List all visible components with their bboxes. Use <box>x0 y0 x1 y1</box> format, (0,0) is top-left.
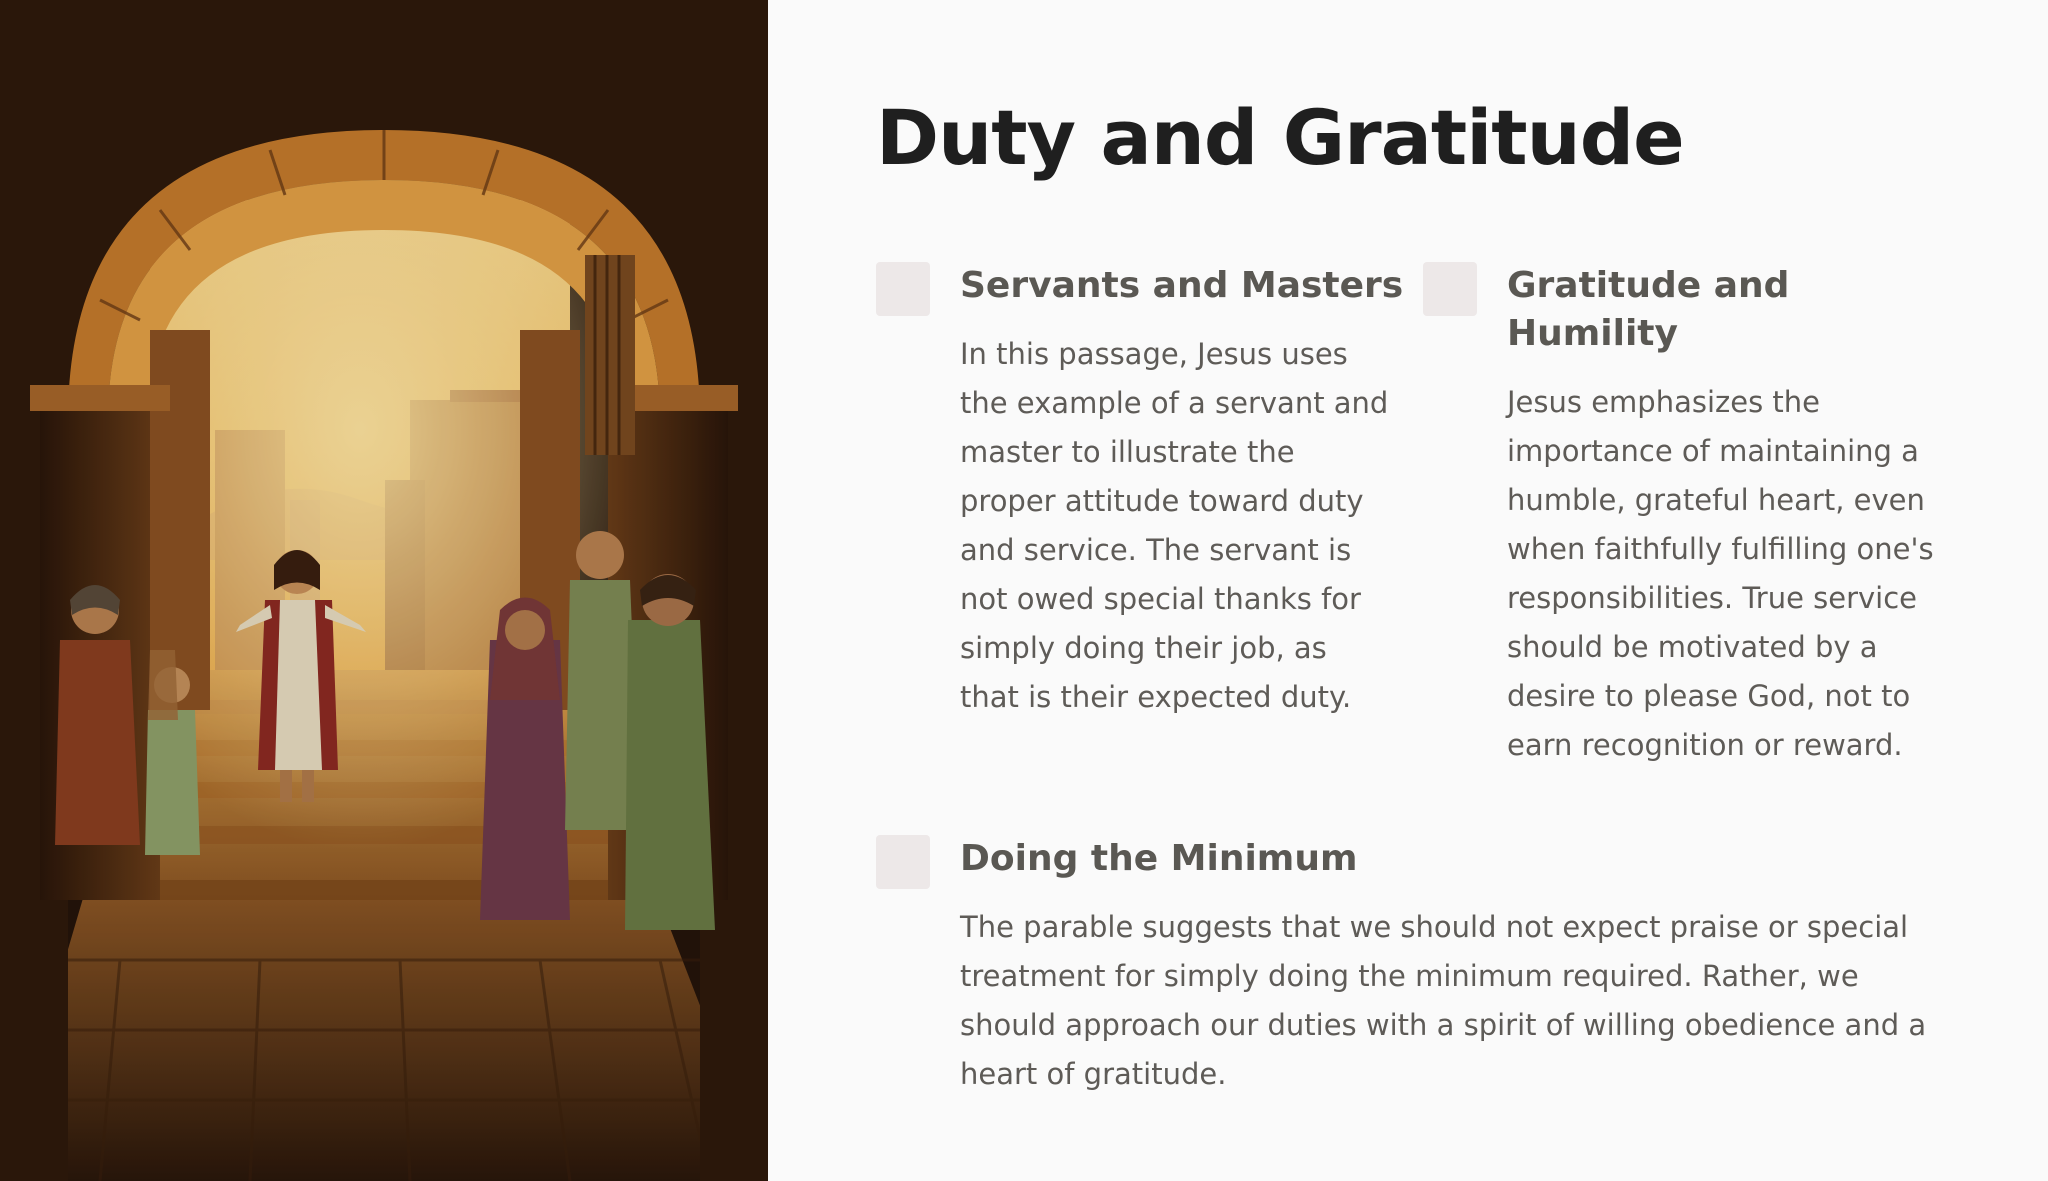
section-card-gratitude-and-humility <box>1423 262 1983 782</box>
illustration-archway-scene <box>0 0 768 1181</box>
section-heading: Servants and Masters <box>960 265 1404 306</box>
section-marker-icon <box>876 262 930 316</box>
content-panel <box>876 0 1986 1181</box>
section-body: The parable suggests that we should not expect praise or special treatment for simply doing the minimum required. Rather, we should approach our duties with a spirit of willing obedience and a heart of gratitude. <box>960 910 1927 1091</box>
slide-title: Duty and Gratitude <box>876 93 1684 182</box>
section-body: Jesus emphasizes the importance of maintaining a humble, grateful heart, even when faithfully fulfilling one's responsibilities. True service should be motivated by a desire to please God, not to earn recognition or reward. <box>1507 385 1934 762</box>
section-card-doing-the-minimum <box>876 835 1986 1105</box>
section-heading: Gratitude and Humility <box>1507 265 1790 354</box>
section-marker-icon <box>876 835 930 889</box>
section-heading: Doing the Minimum <box>960 838 1358 879</box>
section-card-servants-and-masters <box>876 262 1404 722</box>
section-body: In this passage, Jesus uses the example of a servant and master to illustrate the proper attitude toward duty and service. The servant is not owed special thanks for simply doing their job, as that is their expected duty. <box>960 337 1389 714</box>
section-marker-icon <box>1423 262 1477 316</box>
archway-scene-image <box>0 0 768 1181</box>
